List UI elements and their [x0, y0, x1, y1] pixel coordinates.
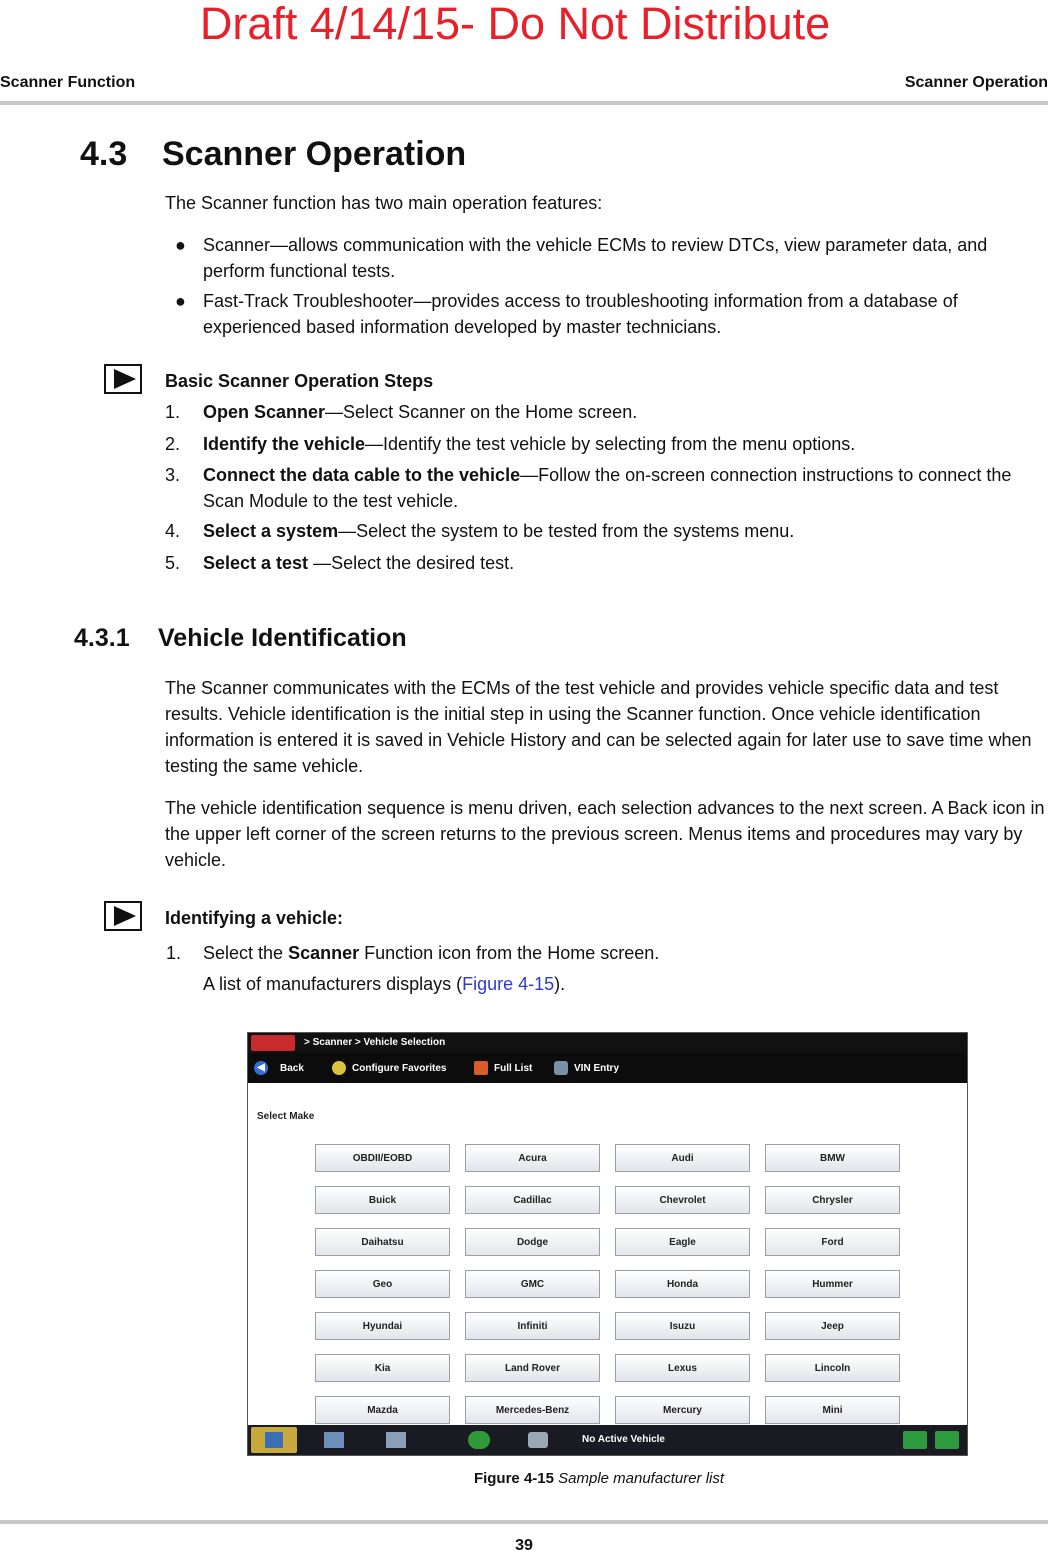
- bottom-toolbar: [248, 1425, 967, 1455]
- make-button[interactable]: Isuzu: [615, 1312, 750, 1340]
- home-button[interactable]: [251, 1427, 297, 1453]
- full-list-button[interactable]: [474, 1061, 532, 1075]
- back-button[interactable]: [254, 1061, 304, 1075]
- step-bold: Identify the vehicle: [203, 434, 366, 454]
- step-bold: Connect the data cable to the vehicle: [203, 465, 521, 485]
- tools-icon[interactable]: [468, 1431, 490, 1449]
- select-make-label: Select Make: [257, 1111, 315, 1122]
- section-number: 4.3: [80, 135, 128, 173]
- procedure-title: Basic Scanner Operation Steps: [165, 371, 434, 391]
- breadcrumb: > Scanner > Vehicle Selection: [304, 1037, 446, 1048]
- make-button[interactable]: Land Rover: [465, 1354, 600, 1382]
- make-button[interactable]: Infiniti: [465, 1312, 600, 1340]
- configure-favorites-label: Configure Favorites: [352, 1062, 447, 1074]
- make-button[interactable]: Chevrolet: [615, 1186, 750, 1214]
- step-bold: Select a test: [203, 553, 314, 573]
- vin-car-icon: [554, 1061, 568, 1075]
- subsection-number: 4.3.1: [74, 624, 130, 652]
- make-button[interactable]: Hummer: [765, 1270, 900, 1298]
- page-number: 39: [515, 1537, 533, 1554]
- figure-label: Figure 4-15: [473, 1470, 554, 1487]
- step-text: —Follow the on-screen connection instructions to connect the Scan Module to the test vehicle.: [203, 465, 1012, 511]
- title-bar: [248, 1033, 967, 1053]
- step-text: Select the: [203, 943, 289, 963]
- step-text: Function icon from the Home screen.: [359, 943, 660, 963]
- result-text: ).: [554, 974, 566, 994]
- bullet-text: Fast-Track Troubleshooter—provides access to troubleshooting information from a database of experienced based information developed by master technicians.: [203, 291, 958, 337]
- make-button[interactable]: BMW: [765, 1144, 900, 1172]
- back-label: Back: [280, 1062, 304, 1074]
- toolbar: [248, 1053, 967, 1083]
- favorites-icon: [332, 1061, 346, 1075]
- header-chapter: Scanner Function: [0, 74, 136, 91]
- step-number: 3.: [165, 465, 181, 485]
- make-button[interactable]: Lexus: [615, 1354, 750, 1382]
- make-button[interactable]: Buick: [315, 1186, 450, 1214]
- make-button[interactable]: Mini: [765, 1396, 900, 1424]
- paragraph-2: The vehicle identification sequence is menu driven, each selection advances to the next screen. A Back icon in the upper left corner of the screen returns to the previous screen. Menus items and procedures may vary by vehicle.: [165, 798, 1045, 870]
- step-bold: Select a system: [203, 521, 339, 541]
- step-number: 2.: [165, 434, 181, 454]
- header-section: Scanner Operation: [904, 74, 1048, 91]
- make-button[interactable]: Kia: [315, 1354, 450, 1382]
- step-text: —Identify the test vehicle by selecting from the menu options.: [365, 434, 856, 454]
- result-text: A list of manufacturers displays (: [203, 974, 463, 994]
- step-bold: Open Scanner: [203, 402, 326, 422]
- figure-caption-text: Sample manufacturer list: [553, 1470, 725, 1487]
- make-button[interactable]: Mercedes-Benz: [465, 1396, 600, 1424]
- battery-icon: [935, 1431, 959, 1449]
- step-number: 5.: [165, 553, 181, 573]
- procedure-arrow-icon: [104, 364, 142, 394]
- vin-entry-label: VIN Entry: [574, 1062, 620, 1074]
- subsection-title: Vehicle Identification: [158, 624, 407, 652]
- vehicle-status: No Active Vehicle: [582, 1434, 665, 1445]
- step-number: 4.: [165, 521, 181, 541]
- step-item: [165, 462, 1048, 514]
- make-button[interactable]: Dodge: [465, 1228, 600, 1256]
- draft-watermark: Draft 4/14/15- Do Not Distribute: [199, 0, 831, 49]
- vin-entry-button[interactable]: [554, 1061, 619, 1075]
- step-number: 1.: [166, 943, 182, 963]
- make-button[interactable]: OBDII/EOBD: [315, 1144, 450, 1172]
- figure-link[interactable]: Figure 4-15: [462, 974, 555, 994]
- make-button[interactable]: Cadillac: [465, 1186, 600, 1214]
- section-title: Scanner Operation: [162, 135, 467, 173]
- step-item: [166, 940, 1048, 966]
- full-list-icon: [474, 1061, 488, 1075]
- paragraph-1: The Scanner communicates with the ECMs of the test vehicle and provides vehicle specific data and test results. Vehicle identification is the initial step in using the Scanner function. Once vehicle identification information is entered it is saved in Vehicle History and can be selected again for later use to save time when testing the same vehicle.: [165, 678, 1032, 776]
- make-button[interactable]: Acura: [465, 1144, 600, 1172]
- make-button[interactable]: GMC: [465, 1270, 600, 1298]
- make-button[interactable]: Audi: [615, 1144, 750, 1172]
- section-heading: [80, 135, 466, 174]
- step-text: —Select the desired test.: [313, 553, 515, 573]
- make-button[interactable]: Daihatsu: [315, 1228, 450, 1256]
- step-text: —Select the system to be tested from the systems menu.: [338, 521, 795, 541]
- connection-icon: [903, 1431, 927, 1449]
- make-button[interactable]: Eagle: [615, 1228, 750, 1256]
- make-button[interactable]: Geo: [315, 1270, 450, 1298]
- step-item: [165, 518, 1048, 544]
- make-button[interactable]: Lincoln: [765, 1354, 900, 1382]
- procedure-title: Identifying a vehicle:: [165, 908, 344, 928]
- bullet-icon: ●: [175, 235, 186, 255]
- step-item: [165, 399, 1048, 425]
- make-button[interactable]: Jeep: [765, 1312, 900, 1340]
- home-icon: [265, 1432, 283, 1448]
- figure-caption: [0, 1470, 1048, 1487]
- full-list-label: Full List: [494, 1062, 533, 1074]
- header-rule: [0, 101, 1048, 105]
- step-text: —Select Scanner on the Home screen.: [325, 402, 638, 422]
- back-arrow-icon: ◀: [254, 1061, 268, 1075]
- make-button[interactable]: Hyundai: [315, 1312, 450, 1340]
- make-button[interactable]: Chrysler: [765, 1186, 900, 1214]
- step-bold: Scanner: [288, 943, 360, 963]
- intro-paragraph: The Scanner function has two main operation features:: [165, 193, 603, 213]
- history-icon[interactable]: [386, 1432, 406, 1448]
- make-button[interactable]: Mazda: [315, 1396, 450, 1424]
- bullet-item: [175, 288, 1048, 340]
- bullet-item: [175, 232, 1048, 284]
- bullet-icon: ●: [175, 291, 186, 311]
- step-item: [165, 431, 1048, 457]
- vehicle-icon[interactable]: [528, 1432, 548, 1448]
- subsection-heading: [74, 624, 407, 653]
- make-button[interactable]: Ford: [765, 1228, 900, 1256]
- scanner-screenshot: [247, 1032, 968, 1456]
- footer-rule: [0, 1520, 1048, 1524]
- data-sheet-icon[interactable]: [324, 1432, 344, 1448]
- step-result: [203, 971, 1048, 997]
- step-item: [165, 550, 1048, 576]
- make-button[interactable]: Mercury: [615, 1396, 750, 1424]
- app-logo-icon: [251, 1035, 295, 1051]
- step-number: 1.: [165, 402, 181, 422]
- make-button[interactable]: Honda: [615, 1270, 750, 1298]
- bullet-text: Scanner—allows communication with the vehicle ECMs to review DTCs, view parameter data, and perform functional tests.: [203, 235, 988, 281]
- procedure-arrow-icon: [104, 901, 142, 931]
- configure-favorites-button[interactable]: [332, 1061, 446, 1075]
